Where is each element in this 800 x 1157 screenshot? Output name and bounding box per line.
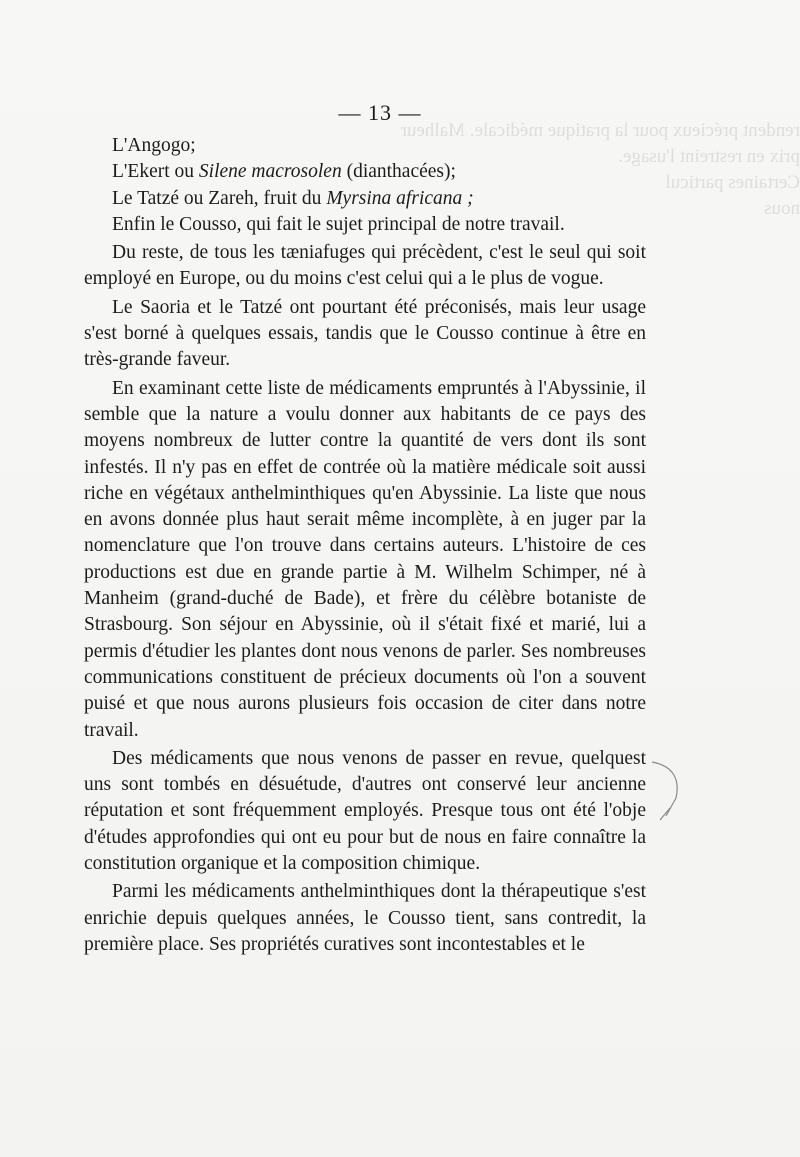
bleed-line: prix en restreint l'usage.	[618, 146, 800, 167]
margin-pencil-mark-icon	[644, 758, 684, 828]
paragraph: Du reste, de tous les tæniafuges qui précèdent, c'est le seul qui soit employé en Europe, ou du moins c'est celui qui a le plus de vogue.	[84, 242, 646, 290]
paragraph: Des médicaments que nous venons de passer en revue, quelquest uns sont tombés en désuétude, d'autres ont conservé leur ancienne réputation et sont fréquemment employés. Presque tous ont été l'obje d'études approfondies qui ont eu pour but de nous en faire connaître la constitution organique et la composition chimique.	[84, 747, 646, 875]
species-name: Myrsina africana ;	[326, 187, 474, 209]
page-number: — 13 —	[338, 100, 422, 125]
paragraph: En examinant cette liste de médicaments empruntés à l'Abyssinie, il semble que la nature a voulu donner aux habitants de ce pays des moyens nombreux de lutter contre la quantité de vers dont ils sont infestés. Il n'y pas en effet de contrée où la matière médicale soit aussi riche en végétaux anthelminthiques qu'en Abyssinie. La liste que nous en avons donnée plus haut serait même incomplète, à en juger par la nomenclature que l'on trouve dans certains auteurs. L'histoire de ces productions est due en grande partie à M. Wilhelm Schimper, né à Manheim (grand-duché de Bade), et frère du célèbre botaniste de Strasbourg. Son séjour en Abyssinie, où il s'était fixé et marié, lui a permis d'étudier les plantes dont nous venons de parler. Ses nombreuses communications constituent de précieux documents où l'on a souvent puisé et que nous aurons plusieurs fois occasion de citer dans notre travail.	[84, 377, 646, 741]
list-item-tatze: Le Tatzé ou Zareh, fruit du Myrsina africana ;	[112, 187, 474, 209]
paragraph: Parmi les médicaments anthelminthiques dont la thérapeutique s'est enrichie depuis quelques années, le Cousso tient, sans contredit, la première place. Ses propriétés curatives sont incontestables et le	[84, 881, 646, 955]
species-name: Silene macrosolen	[198, 161, 342, 183]
body-text	[84, 133, 646, 958]
list-item-cousso: Enfin le Cousso, qui fait le sujet principal de notre travail.	[112, 213, 565, 235]
bleed-line: Certaines particul	[665, 172, 800, 193]
paragraph: Le Saoria et le Tatzé ont pourtant été préconisés, mais leur usage s'est borné à quelques essais, tandis que le Cousso continue à être en très-grande faveur.	[84, 296, 646, 371]
bleed-line: nous	[764, 198, 800, 219]
list-item-ekert: L'Ekert ou Silene macrosolen (dianthacées);	[112, 161, 456, 183]
bleed-line: rendent précieux pour la pratique médicale. Malheur	[400, 120, 800, 141]
list-item-angogo: L'Angogo;	[112, 135, 196, 156]
